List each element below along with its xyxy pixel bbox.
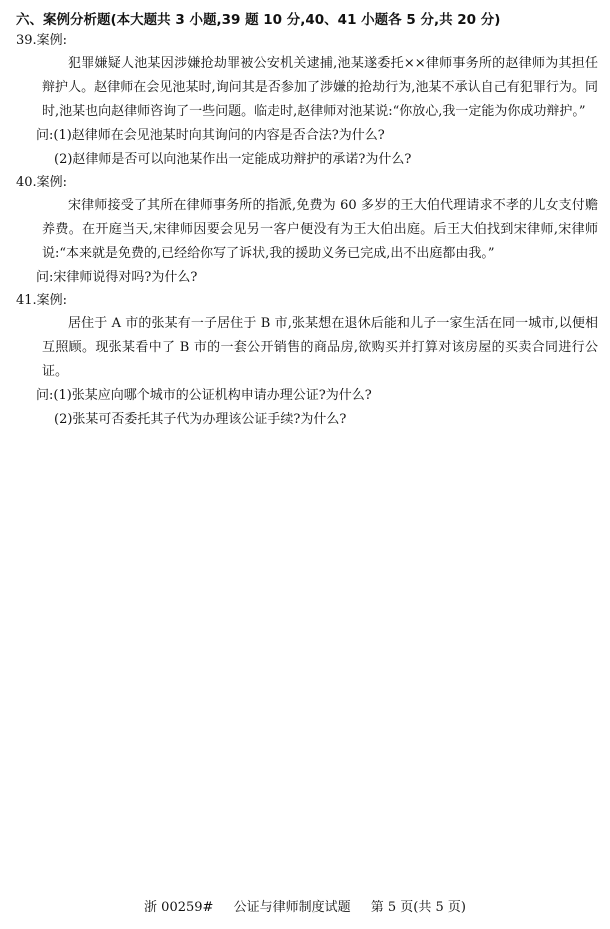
case-question: 问:(1)张某应向哪个城市的公证机构申请办理公证?为什么? xyxy=(36,388,372,403)
case-body: 犯罪嫌疑人池某因涉嫌抢劫罪被公安机关逮捕,池某遂委托××律师事务所的赵律师为其担任辩护人。赵律师在会见池某时,询问其是否参加了涉嫌的抢劫行为,池某不承认自己有犯罪行为。同时,池某也向赵律师咨询了一些问题。临走时,赵律师对池某说:“你放心,我一定能为你成功辩护。” xyxy=(42,56,598,119)
case-question: (2)赵律师是否可以向池某作出一定能成功辩护的承诺?为什么? xyxy=(54,152,412,167)
case-40 xyxy=(16,172,598,290)
case-body: 宋律师接受了其所在律师事务所的指派,免费为 60 多岁的王大伯代理请求不孝的儿女支付赡养费。在开庭当天,宋律师因要会见另一客户便没有为王大伯出庭。后王大伯找到宋律师,宋律师说:“本来就是免费的,已经给你写了诉状,我的援助义务已完成,出不出庭都由我。” xyxy=(42,198,598,261)
case-41 xyxy=(16,290,598,432)
page-number: 第 5 页(共 5 页) xyxy=(370,900,466,915)
page-content xyxy=(16,10,598,432)
case-heading: 41.案例: xyxy=(16,293,68,308)
exam-code: 浙 00259# xyxy=(144,900,214,915)
case-question: (2)张某可否委托其子代为办理该公证手续?为什么? xyxy=(54,412,347,427)
case-body: 居住于 A 市的张某有一子居住于 B 市,张某想在退休后能和儿子一家生活在同一城市,以便相互照顾。现张某看中了 B 市的一套公开销售的商品房,欲购买并打算对该房屋的买卖合同进行公证。 xyxy=(42,316,598,379)
case-heading: 39.案例: xyxy=(16,33,68,48)
case-39 xyxy=(16,30,598,172)
case-question: 问:宋律师说得对吗?为什么? xyxy=(36,270,198,285)
section-title: 六、案例分析题(本大题共 3 小题,39 题 10 分,40、41 小题各 5 分,共 20 分) xyxy=(16,12,501,28)
exam-title: 公证与律师制度试题 xyxy=(233,900,351,915)
case-heading: 40.案例: xyxy=(16,175,68,190)
page-footer xyxy=(0,898,610,918)
case-question: 问:(1)赵律师在会见池某时向其询问的内容是否合法?为什么? xyxy=(36,128,385,143)
